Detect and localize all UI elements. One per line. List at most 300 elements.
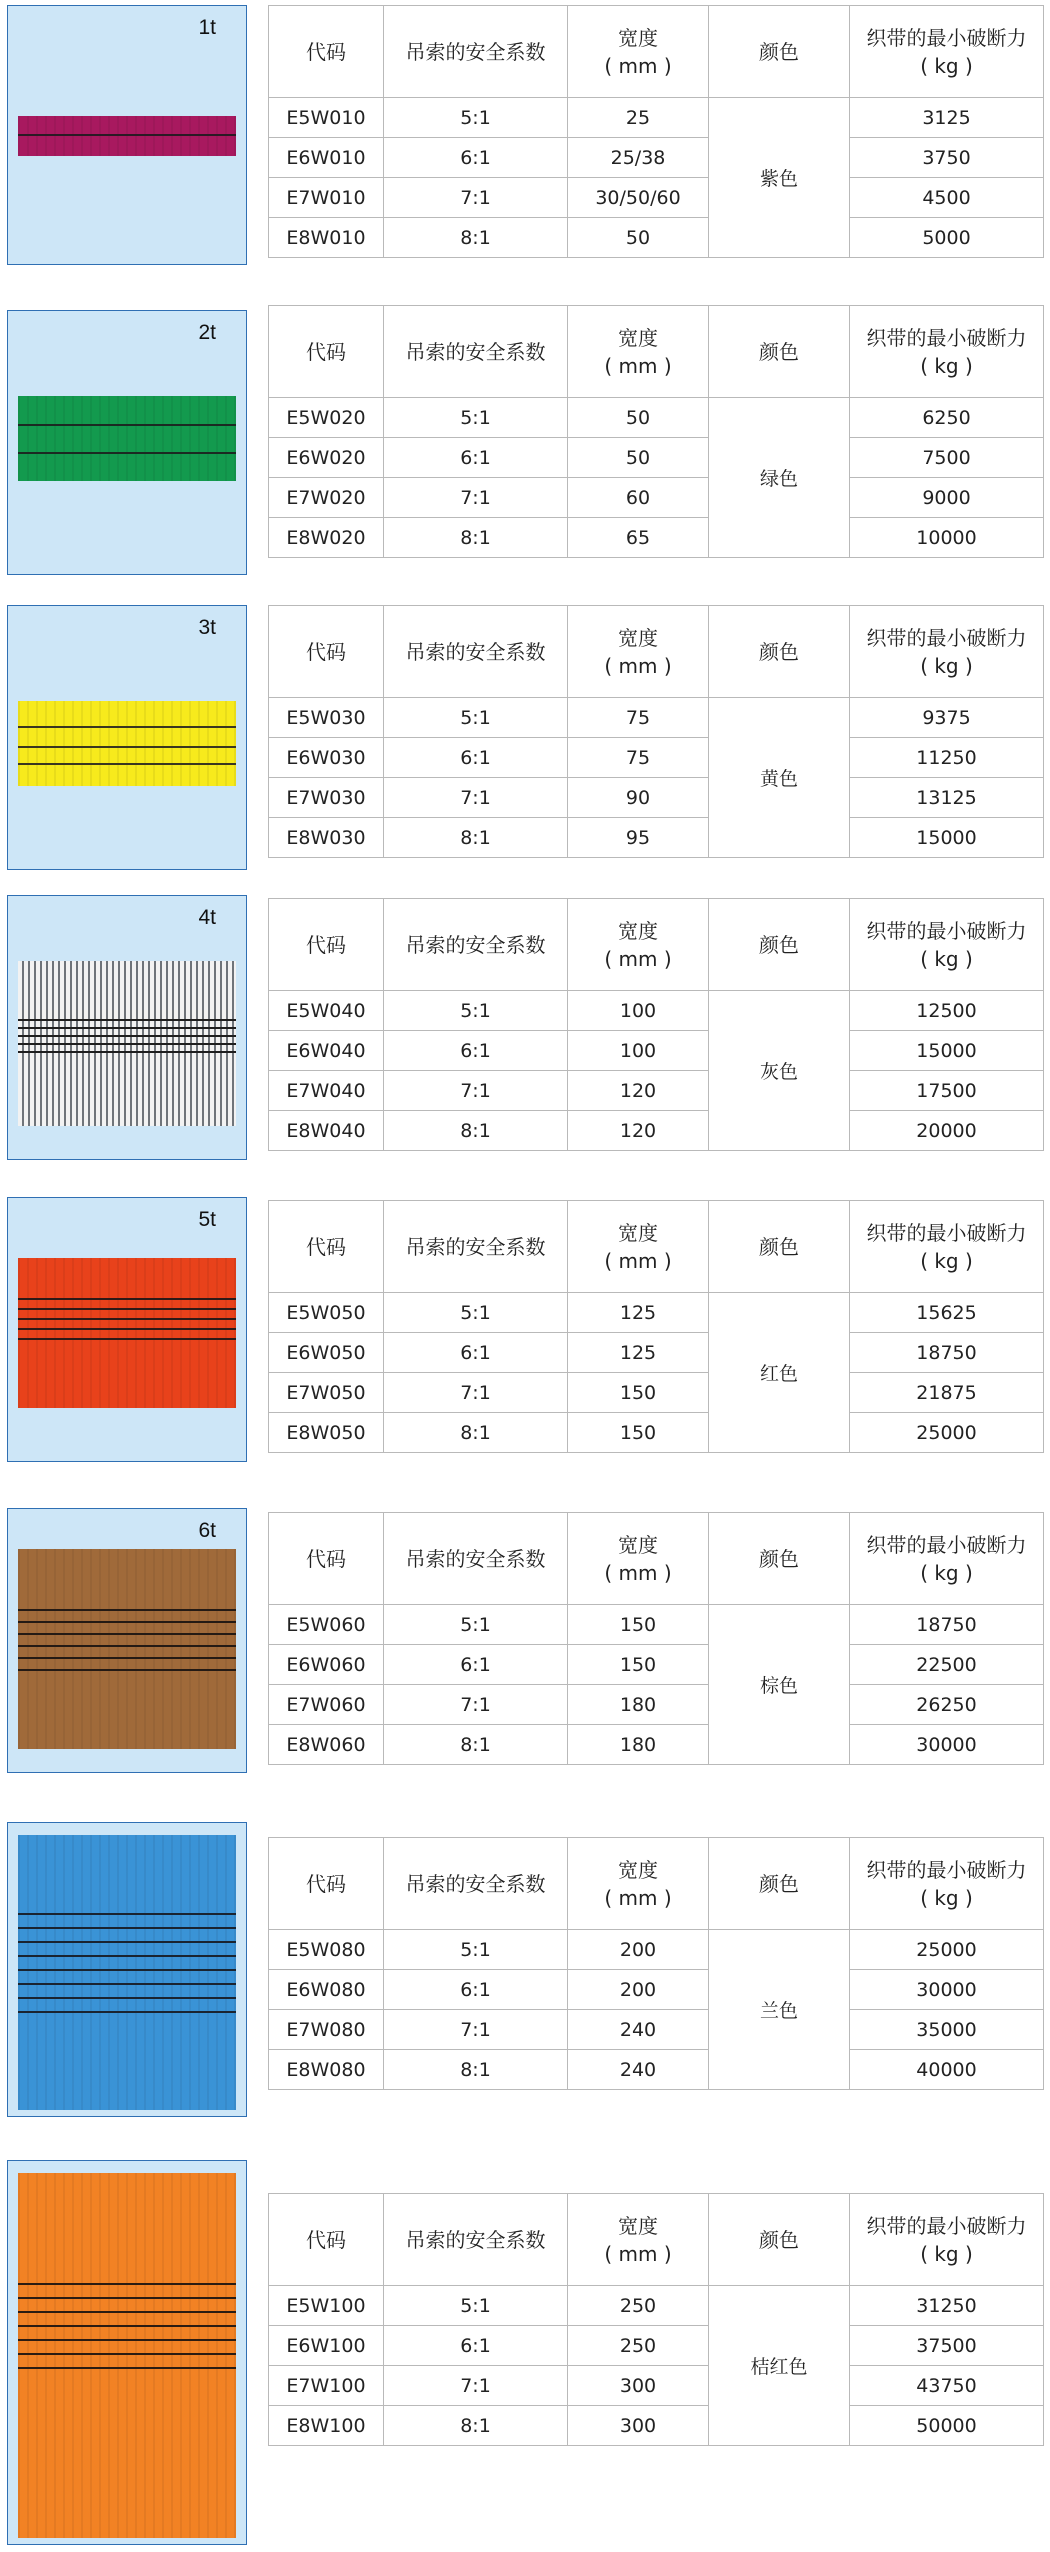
header-color: 颜色 [709, 6, 850, 98]
cell-breaking-force: 37500 [850, 2326, 1044, 2366]
strap-stitch-line [18, 134, 236, 136]
table-row [269, 1930, 1044, 1970]
header-width [568, 1838, 709, 1930]
cell-color: 棕色 [709, 1605, 850, 1765]
cell-breaking-force: 10000 [850, 518, 1044, 558]
header-breaking-force [850, 2194, 1044, 2286]
strap-stitch-line [18, 1019, 236, 1021]
cell-breaking-force: 4500 [850, 178, 1044, 218]
strap-stitch-line [18, 1657, 236, 1659]
cell-color: 灰色 [709, 991, 850, 1151]
tonnage-label: 2t [198, 321, 216, 344]
header-width [568, 1201, 709, 1293]
cell-safety-factor: 7:1 [384, 478, 568, 518]
cell-breaking-force: 21875 [850, 1373, 1044, 1413]
strap-stitch-line [18, 1969, 236, 1971]
tonnage-label: 3t [198, 616, 216, 639]
cell-width: 240 [568, 2050, 709, 2090]
strap-stitch-line [18, 1997, 236, 1999]
cell-breaking-force: 22500 [850, 1645, 1044, 1685]
webbing-strap-image [18, 396, 236, 481]
cell-code: E8W030 [269, 818, 384, 858]
cell-width: 200 [568, 1970, 709, 2010]
header-width-unit: ( mm ) [604, 2241, 672, 2266]
table-header-row [269, 1201, 1044, 1293]
header-breaking-force [850, 1513, 1044, 1605]
cell-color: 紫色 [709, 98, 850, 258]
strap-stitch-line [18, 1308, 236, 1310]
cell-width: 30/50/60 [568, 178, 709, 218]
cell-safety-factor: 6:1 [384, 1645, 568, 1685]
header-safety-factor: 吊索的安全系数 [384, 2194, 568, 2286]
cell-code: E8W060 [269, 1725, 384, 1765]
cell-code: E7W050 [269, 1373, 384, 1413]
cell-code: E7W080 [269, 2010, 384, 2050]
cell-safety-factor: 7:1 [384, 2366, 568, 2406]
cell-breaking-force: 30000 [850, 1970, 1044, 2010]
cell-code: E5W010 [269, 98, 384, 138]
cell-safety-factor: 5:1 [384, 1605, 568, 1645]
cell-breaking-force: 5000 [850, 218, 1044, 258]
header-force-title: 织带的最小破断力 [866, 1532, 1027, 1557]
cell-code: E5W040 [269, 991, 384, 1031]
strap-stitch-line [18, 2311, 236, 2313]
strap-stitch-line [18, 2353, 236, 2355]
header-width-title: 宽度 [618, 1532, 658, 1557]
table-header-row [269, 1838, 1044, 1930]
cell-code: E5W030 [269, 698, 384, 738]
header-width [568, 606, 709, 698]
header-width-title: 宽度 [618, 1220, 658, 1245]
cell-code: E7W020 [269, 478, 384, 518]
header-width [568, 1513, 709, 1605]
cell-width: 75 [568, 698, 709, 738]
strap-stitch-line [18, 1955, 236, 1957]
cell-code: E7W100 [269, 2366, 384, 2406]
table-row [269, 1645, 1044, 1685]
header-color: 颜色 [709, 306, 850, 398]
table-header-row [269, 306, 1044, 398]
cell-breaking-force: 3125 [850, 98, 1044, 138]
cell-safety-factor: 8:1 [384, 1111, 568, 1151]
cell-breaking-force: 25000 [850, 1930, 1044, 1970]
table-row [269, 98, 1044, 138]
strap-stitch-line [18, 2325, 236, 2327]
table-row [269, 438, 1044, 478]
table-header-row [269, 899, 1044, 991]
cell-safety-factor: 5:1 [384, 698, 568, 738]
header-force-title: 织带的最小破断力 [866, 1220, 1027, 1245]
strap-swatch-card [7, 1197, 247, 1462]
strap-swatch-card [7, 5, 247, 265]
header-code: 代码 [269, 2194, 384, 2286]
cell-width: 120 [568, 1111, 709, 1151]
strap-stitch-line [18, 1621, 236, 1623]
header-force-unit: ( kg ) [920, 946, 973, 971]
header-force-unit: ( kg ) [920, 2241, 973, 2266]
cell-safety-factor: 6:1 [384, 2326, 568, 2366]
strap-swatch-card [7, 1822, 247, 2117]
table-row [269, 778, 1044, 818]
header-breaking-force [850, 6, 1044, 98]
table-row [269, 2406, 1044, 2446]
cell-safety-factor: 8:1 [384, 1413, 568, 1453]
cell-safety-factor: 5:1 [384, 1930, 568, 1970]
cell-width: 95 [568, 818, 709, 858]
strap-stitch-line [18, 1051, 236, 1053]
cell-width: 150 [568, 1605, 709, 1645]
cell-safety-factor: 5:1 [384, 991, 568, 1031]
cell-color: 桔红色 [709, 2286, 850, 2446]
cell-breaking-force: 9000 [850, 478, 1044, 518]
header-color: 颜色 [709, 899, 850, 991]
cell-breaking-force: 50000 [850, 2406, 1044, 2446]
strap-stitch-line [18, 746, 236, 748]
header-width [568, 306, 709, 398]
strap-stitch-line [18, 452, 236, 454]
cell-code: E6W040 [269, 1031, 384, 1071]
webbing-strap-image [18, 1258, 236, 1408]
table-row [269, 698, 1044, 738]
table-row [269, 1373, 1044, 1413]
header-force-title: 织带的最小破断力 [866, 325, 1027, 350]
header-safety-factor: 吊索的安全系数 [384, 1838, 568, 1930]
table-row [269, 1685, 1044, 1725]
strap-stitch-line [18, 1983, 236, 1985]
header-width-title: 宽度 [618, 325, 658, 350]
cell-safety-factor: 8:1 [384, 818, 568, 858]
cell-code: E5W080 [269, 1930, 384, 1970]
spec-table [268, 605, 1044, 858]
cell-safety-factor: 7:1 [384, 778, 568, 818]
cell-breaking-force: 9375 [850, 698, 1044, 738]
cell-breaking-force: 26250 [850, 1685, 1044, 1725]
table-row [269, 1605, 1044, 1645]
header-width-unit: ( mm ) [604, 946, 672, 971]
cell-safety-factor: 7:1 [384, 2010, 568, 2050]
header-code: 代码 [269, 899, 384, 991]
cell-safety-factor: 5:1 [384, 98, 568, 138]
table-row [269, 2366, 1044, 2406]
header-code: 代码 [269, 1201, 384, 1293]
header-breaking-force [850, 899, 1044, 991]
strap-stitch-line [18, 1633, 236, 1635]
strap-stitch-line [18, 1609, 236, 1611]
cell-breaking-force: 12500 [850, 991, 1044, 1031]
strap-swatch-card [7, 310, 247, 575]
cell-safety-factor: 5:1 [384, 2286, 568, 2326]
cell-code: E7W010 [269, 178, 384, 218]
cell-width: 60 [568, 478, 709, 518]
strap-stitch-line [18, 2339, 236, 2341]
strap-stitch-line [18, 1645, 236, 1647]
header-breaking-force [850, 1201, 1044, 1293]
header-breaking-force [850, 1838, 1044, 1930]
cell-breaking-force: 43750 [850, 2366, 1044, 2406]
strap-stitch-line [18, 2367, 236, 2369]
header-force-unit: ( kg ) [920, 1560, 973, 1585]
header-force-title: 织带的最小破断力 [866, 2213, 1027, 2238]
cell-width: 150 [568, 1413, 709, 1453]
cell-width: 65 [568, 518, 709, 558]
header-code: 代码 [269, 1513, 384, 1605]
webbing-strap-image [18, 701, 236, 786]
cell-code: E7W040 [269, 1071, 384, 1111]
cell-safety-factor: 7:1 [384, 178, 568, 218]
table-row [269, 2326, 1044, 2366]
cell-breaking-force: 18750 [850, 1333, 1044, 1373]
table-row [269, 1111, 1044, 1151]
cell-breaking-force: 18750 [850, 1605, 1044, 1645]
strap-swatch-card [7, 1508, 247, 1773]
cell-width: 180 [568, 1725, 709, 1765]
header-force-title: 织带的最小破断力 [866, 625, 1027, 650]
cell-breaking-force: 11250 [850, 738, 1044, 778]
header-width-unit: ( mm ) [604, 353, 672, 378]
strap-stitch-line [18, 1328, 236, 1330]
header-force-unit: ( kg ) [920, 353, 973, 378]
cell-code: E6W020 [269, 438, 384, 478]
cell-breaking-force: 30000 [850, 1725, 1044, 1765]
strap-swatch-card [7, 2160, 247, 2545]
header-force-title: 织带的最小破断力 [866, 1857, 1027, 1882]
webbing-strap-image [18, 1549, 236, 1749]
cell-safety-factor: 6:1 [384, 1333, 568, 1373]
header-code: 代码 [269, 306, 384, 398]
table-row [269, 218, 1044, 258]
strap-stitch-line [18, 2283, 236, 2285]
cell-width: 240 [568, 2010, 709, 2050]
tonnage-label: 4t [198, 906, 216, 929]
cell-width: 180 [568, 1685, 709, 1725]
cell-width: 300 [568, 2406, 709, 2446]
strap-stitch-line [18, 1927, 236, 1929]
table-row [269, 2010, 1044, 2050]
table-row [269, 1970, 1044, 2010]
cell-color: 绿色 [709, 398, 850, 558]
table-row [269, 1293, 1044, 1333]
cell-code: E8W080 [269, 2050, 384, 2090]
header-width [568, 6, 709, 98]
strap-swatch-card [7, 895, 247, 1160]
strap-stitch-line [18, 2011, 236, 2013]
cell-breaking-force: 3750 [850, 138, 1044, 178]
cell-width: 50 [568, 438, 709, 478]
header-force-unit: ( kg ) [920, 53, 973, 78]
cell-code: E8W050 [269, 1413, 384, 1453]
cell-width: 50 [568, 398, 709, 438]
strap-stitch-line [18, 763, 236, 765]
header-force-title: 织带的最小破断力 [866, 918, 1027, 943]
table-row [269, 1333, 1044, 1373]
strap-stitch-line [18, 1913, 236, 1915]
spec-table [268, 1200, 1044, 1453]
table-row [269, 398, 1044, 438]
header-width-title: 宽度 [618, 1857, 658, 1882]
header-width [568, 899, 709, 991]
cell-width: 250 [568, 2286, 709, 2326]
cell-width: 90 [568, 778, 709, 818]
cell-breaking-force: 7500 [850, 438, 1044, 478]
cell-safety-factor: 5:1 [384, 398, 568, 438]
cell-safety-factor: 6:1 [384, 1970, 568, 2010]
header-safety-factor: 吊索的安全系数 [384, 6, 568, 98]
table-row [269, 1725, 1044, 1765]
table-header-row [269, 6, 1044, 98]
cell-width: 25/38 [568, 138, 709, 178]
header-width-title: 宽度 [618, 2213, 658, 2238]
header-color: 颜色 [709, 1838, 850, 1930]
spec-table [268, 1837, 1044, 2090]
header-color: 颜色 [709, 1201, 850, 1293]
cell-width: 100 [568, 1031, 709, 1071]
spec-table [268, 305, 1044, 558]
cell-color: 黄色 [709, 698, 850, 858]
header-width-unit: ( mm ) [604, 53, 672, 78]
header-safety-factor: 吊索的安全系数 [384, 1513, 568, 1605]
cell-safety-factor: 8:1 [384, 518, 568, 558]
header-color: 颜色 [709, 1513, 850, 1605]
webbing-strap-image [18, 1835, 236, 2110]
cell-code: E5W100 [269, 2286, 384, 2326]
cell-breaking-force: 6250 [850, 398, 1044, 438]
cell-breaking-force: 15000 [850, 818, 1044, 858]
cell-width: 120 [568, 1071, 709, 1111]
cell-breaking-force: 31250 [850, 2286, 1044, 2326]
cell-width: 125 [568, 1333, 709, 1373]
webbing-strap-image [18, 961, 236, 1126]
cell-breaking-force: 25000 [850, 1413, 1044, 1453]
cell-safety-factor: 6:1 [384, 738, 568, 778]
header-width-title: 宽度 [618, 625, 658, 650]
tonnage-label: 5t [198, 1208, 216, 1231]
cell-safety-factor: 8:1 [384, 1725, 568, 1765]
cell-color: 红色 [709, 1293, 850, 1453]
header-color: 颜色 [709, 606, 850, 698]
spec-table [268, 898, 1044, 1151]
cell-width: 100 [568, 991, 709, 1031]
webbing-strap-image [18, 116, 236, 156]
cell-code: E5W060 [269, 1605, 384, 1645]
cell-code: E8W020 [269, 518, 384, 558]
cell-code: E7W030 [269, 778, 384, 818]
table-header-row [269, 2194, 1044, 2286]
table-row [269, 518, 1044, 558]
strap-stitch-line [18, 1318, 236, 1320]
header-width-title: 宽度 [618, 25, 658, 50]
header-code: 代码 [269, 606, 384, 698]
spec-table [268, 1512, 1044, 1765]
header-force-title: 织带的最小破断力 [866, 25, 1027, 50]
table-row [269, 991, 1044, 1031]
header-width-unit: ( mm ) [604, 653, 672, 678]
cell-code: E8W100 [269, 2406, 384, 2446]
header-safety-factor: 吊索的安全系数 [384, 306, 568, 398]
cell-breaking-force: 13125 [850, 778, 1044, 818]
strap-swatch-card [7, 605, 247, 870]
cell-code: E6W030 [269, 738, 384, 778]
header-color: 颜色 [709, 2194, 850, 2286]
header-breaking-force [850, 606, 1044, 698]
cell-breaking-force: 35000 [850, 2010, 1044, 2050]
header-width-unit: ( mm ) [604, 1248, 672, 1273]
strap-stitch-line [18, 1338, 236, 1340]
strap-stitch-line [18, 1035, 236, 1037]
table-row [269, 738, 1044, 778]
strap-stitch-line [18, 1298, 236, 1300]
cell-code: E5W020 [269, 398, 384, 438]
cell-code: E6W060 [269, 1645, 384, 1685]
cell-width: 150 [568, 1373, 709, 1413]
cell-width: 25 [568, 98, 709, 138]
cell-safety-factor: 7:1 [384, 1373, 568, 1413]
cell-safety-factor: 8:1 [384, 2050, 568, 2090]
strap-stitch-line [18, 1027, 236, 1029]
table-row [269, 178, 1044, 218]
webbing-strap-image [18, 2173, 236, 2538]
cell-breaking-force: 20000 [850, 1111, 1044, 1151]
cell-code: E6W100 [269, 2326, 384, 2366]
cell-code: E6W010 [269, 138, 384, 178]
strap-stitch-line [18, 1669, 236, 1671]
cell-safety-factor: 6:1 [384, 138, 568, 178]
spec-table [268, 5, 1044, 258]
cell-breaking-force: 17500 [850, 1071, 1044, 1111]
cell-width: 250 [568, 2326, 709, 2366]
cell-breaking-force: 15625 [850, 1293, 1044, 1333]
strap-stitch-line [18, 2297, 236, 2299]
cell-safety-factor: 6:1 [384, 438, 568, 478]
header-width [568, 2194, 709, 2286]
cell-safety-factor: 5:1 [384, 1293, 568, 1333]
cell-width: 200 [568, 1930, 709, 1970]
cell-width: 300 [568, 2366, 709, 2406]
header-force-unit: ( kg ) [920, 653, 973, 678]
cell-code: E5W050 [269, 1293, 384, 1333]
header-width-unit: ( mm ) [604, 1885, 672, 1910]
strap-stitch-line [18, 424, 236, 426]
cell-width: 50 [568, 218, 709, 258]
table-row [269, 138, 1044, 178]
cell-safety-factor: 8:1 [384, 2406, 568, 2446]
header-safety-factor: 吊索的安全系数 [384, 606, 568, 698]
header-force-unit: ( kg ) [920, 1248, 973, 1273]
header-safety-factor: 吊索的安全系数 [384, 899, 568, 991]
table-row [269, 2286, 1044, 2326]
cell-color: 兰色 [709, 1930, 850, 2090]
header-force-unit: ( kg ) [920, 1885, 973, 1910]
cell-code: E6W050 [269, 1333, 384, 1373]
cell-safety-factor: 7:1 [384, 1071, 568, 1111]
cell-breaking-force: 15000 [850, 1031, 1044, 1071]
cell-width: 150 [568, 1645, 709, 1685]
strap-stitch-line [18, 726, 236, 728]
cell-width: 75 [568, 738, 709, 778]
strap-stitch-line [18, 1941, 236, 1943]
cell-width: 125 [568, 1293, 709, 1333]
cell-safety-factor: 7:1 [384, 1685, 568, 1725]
cell-safety-factor: 8:1 [384, 218, 568, 258]
table-row [269, 818, 1044, 858]
header-width-title: 宽度 [618, 918, 658, 943]
cell-breaking-force: 40000 [850, 2050, 1044, 2090]
cell-safety-factor: 6:1 [384, 1031, 568, 1071]
tonnage-label: 6t [198, 1519, 216, 1542]
table-row [269, 2050, 1044, 2090]
cell-code: E8W010 [269, 218, 384, 258]
table-row [269, 1071, 1044, 1111]
header-code: 代码 [269, 6, 384, 98]
